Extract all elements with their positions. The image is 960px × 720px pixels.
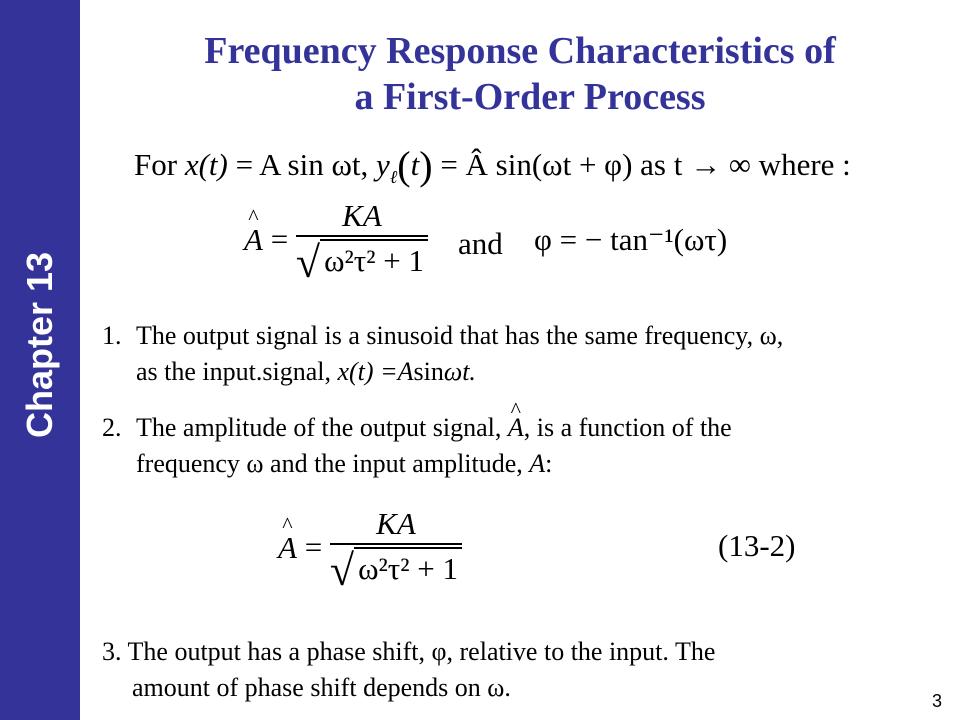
a-hat: ^ A [278, 532, 297, 563]
intro-y: y [376, 147, 390, 182]
chapter-sidebar [0, 0, 80, 720]
intro-rest: = Â sin(ωt + φ) as t → ∞ where : [440, 147, 851, 182]
paren-open: ( [397, 143, 411, 188]
equals-sign: = [270, 221, 296, 257]
intro-equation: For x(t) = A sin ωt, $y_\ell(t)$ = Â sin(ωt + φ) as t → ∞ where : [134, 143, 851, 188]
page-number: 3 [931, 691, 942, 711]
item-3-line-1: The output has a phase shift, φ, relative to the input. The [127, 637, 716, 666]
item-number: 3. [102, 637, 122, 666]
phase-formula: φ = − tan⁻¹(ωτ) [534, 222, 728, 257]
item-number: 2. [102, 413, 122, 442]
list-item-1 [102, 318, 922, 390]
slide-title [80, 28, 960, 120]
paren-close: ) [419, 143, 433, 188]
item-2-line-1a: The amplitude of the output signal, [136, 413, 502, 442]
and-text [458, 228, 503, 259]
a-hat: ^ A [244, 224, 263, 255]
chapter-label: Chapter 13 [19, 251, 60, 439]
amplitude-denominator: √ ω²τ² + 1 [330, 545, 462, 593]
list-item-2 [102, 410, 922, 482]
title-line-2: a First-Order Process [354, 76, 706, 118]
and-label: and [458, 226, 503, 261]
item-2-line-2: frequency ω and the input amplitude, A: [136, 449, 553, 478]
amplitude-fraction [330, 508, 462, 593]
a-hat-inline: ^ A [508, 410, 524, 446]
item-1-line-1: The output signal is a sinusoid that has the same frequency, ω, [136, 321, 784, 350]
title-line-1: Frequency Response Characteristics of [204, 30, 836, 72]
equation-label [718, 530, 795, 561]
phase-equation [534, 224, 727, 255]
amplitude-numerator: KA [296, 200, 428, 237]
amplitude-numerator: KA [330, 508, 462, 545]
equation-number: (13-2) [718, 528, 796, 563]
intro-x: x(t) [184, 147, 228, 182]
item-number: 1. [102, 321, 122, 350]
amplitude-denominator: √ ω²τ² + 1 [296, 237, 428, 285]
amplitude-fraction [296, 200, 428, 285]
item-1-line-2: as the input.signal, x(t) =Asinωt. [136, 357, 476, 386]
equals-sign: = [304, 529, 330, 565]
intro-sub: ℓ [389, 167, 398, 187]
intro-eq1: = A sin ωt, [235, 147, 369, 182]
intro-for: For [134, 147, 178, 182]
item-3-line-2: amount of phase shift depends on ω. [132, 673, 511, 702]
amplitude-phase-equations [244, 200, 428, 285]
equation-13-2 [278, 508, 462, 593]
item-2-line-1b: , is a function of the [523, 413, 732, 442]
list-item-3 [102, 634, 922, 706]
